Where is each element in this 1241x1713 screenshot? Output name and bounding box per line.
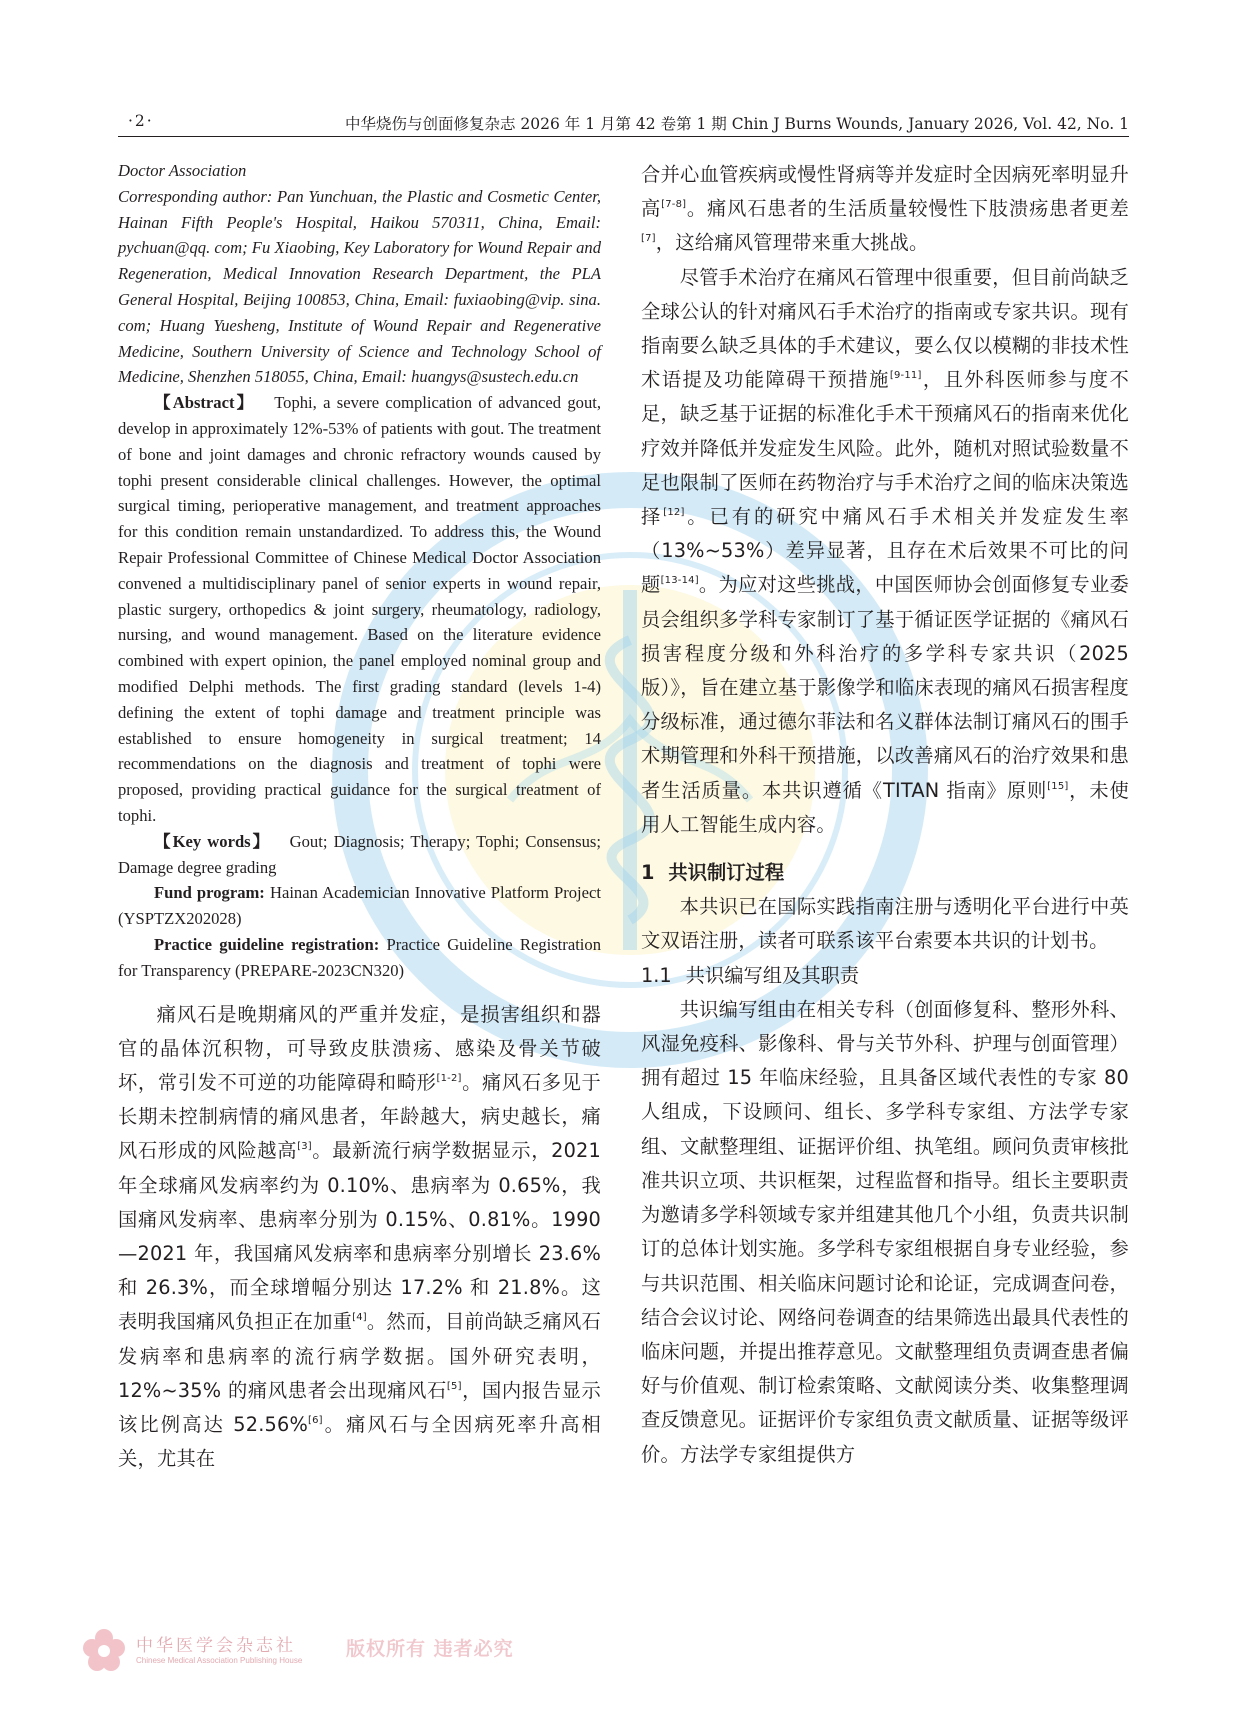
section-heading: 1 共识制订过程	[641, 861, 785, 885]
section-paragraph: 本共识已在国际实践指南注册与透明化平台进行中英文双语注册，读者可联系该平台索要本共识的计划书。	[641, 895, 1129, 953]
copyright-slogan: 版权所有 违者必究	[346, 1638, 514, 1660]
fund-text: Hainan Academician Innovative Platform Project (YSPTZX202028)	[118, 883, 601, 929]
journal-citation-line: 中华烧伤与创面修复杂志 2026 年 1 月第 42 卷第 1 期 Chin J Burns Wounds, January 2026, Vol. 42, No. 1	[344, 115, 1129, 133]
fund-label: Fund program:	[154, 883, 265, 903]
fund-paragraph	[118, 880, 601, 932]
citation-ref: [6]	[307, 1414, 323, 1426]
registration-text: Practice Guideline Registration for Transparency (PREPARE-2023CN320)	[118, 934, 602, 980]
left-column	[118, 158, 601, 1476]
intro-paragraph: 痛风石是晚期痛风的严重并发症，是损害组织和器官的晶体沉积物，可导致皮肤溃疡、感染及骨关节破坏，常引发不可逆的功能障碍和畸形[1-2]。痛风石多见于长期未控制病情的痛风患者，年龄越大，病史越长，痛风石形成的风险越高[3]。最新流行病学数据显示，2021 年全球痛风发病率约为 0.10%、患病率为 0.65%，我国痛风发病率、患病率分别为 0.15%、0.81%。1990—2021 年，我国痛风发病率和患病率分别增长 23.6% 和 26.3%，而全球增幅分别达 17.2% 和 21.8%。这表明我国痛风负担正在加重[4]。然而，目前尚缺乏痛风石发病率和患病率的流行病学数据。国外研究表明，12%~35% 的痛风患者会出现痛风石[5]，国内报告显示该比例高达 52.56%[6]。痛风石与全因病死率升高相关，尤其在	[118, 1002, 602, 1471]
citation-ref: [5]	[446, 1380, 462, 1392]
citation-ref: [13-14]	[660, 575, 699, 587]
citation-ref: [4]	[352, 1312, 367, 1324]
citation-ref: [15]	[1047, 780, 1069, 792]
registration-paragraph	[118, 932, 601, 984]
right-column	[641, 158, 1129, 1472]
subsection-heading: 1.1 共识编写组及其职责	[641, 963, 860, 987]
subsection-paragraph: 共识编写组由在相关专科（创面修复科、整形外科、风湿免疫科、影像科、骨与关节外科、护理与创面管理）拥有超过 15 年临床经验，且具备区域代表性的专家 80 人组成，下设顾问、组长、多学科专家组、方法学专家组、文献整理组、证据评价组、执笔组。顾问负责审核批准共识立项、共识框架，过程监督和指导。组长主要职责为邀请多学科领域专家并组建其他几个小组，负责共识制订的总体计划实施。多学科专家组根据自身专业经验，参与共识范围、相关临床问题讨论和论证，完成调查问卷，结合会议讨论、网络问卷调查的结果筛选出最具代表性的临床问题，并提出推荐意见。文献整理组负责调查患者偏好与价值观、制订检索策略、文献阅读分类、收集整理调查反馈意见。证据评价专家组负责文献质量、证据等级评价。方法学专家组提供方	[641, 997, 1129, 1466]
citation-ref: [9-11]	[889, 370, 922, 382]
publisher-name-cn: 中华医学会杂志社	[136, 1636, 296, 1656]
abstract-label: 【Abstract】	[154, 393, 256, 413]
keywords-paragraph	[118, 829, 601, 881]
corresponding-author: Corresponding author: Pan Yunchuan, the Plastic and Cosmetic Center, Hainan Fifth People's Hospital, Haikou 570311, China, Email: pychuan@qq. com; Fu Xiaobing, Key Laboratory for Wound Repair and Regeneration, Medical Innovation Research Department, the PLA General Hospital, Beijing 100853, China, Email: fuxiaobing@vip. sina. com; Huang Yuesheng, Institute of Wound Repair and Regenerative Medicine, Southern University of Science and Technology School of Medicine, Shenzhen 518055, China, Email: huangys@sustech.edu.cn	[118, 186, 601, 387]
keywords-text: Gout; Diagnosis; Therapy; Tophi; Consensus; Damage degree grading	[118, 831, 601, 877]
keywords-label: 【Key words】	[154, 831, 272, 851]
abstract-text: Tophi, a severe complication of advanced gout, develop in approximately 12%-53% of patients with gout. The treatment of bone and joint damages and chronic refractory wounds caused by tophi present considerable clinical challenges. However, the optimal surgical timing, perioperative management, and treatment approaches for this condition remain unstandardized. To address this, the Wound Repair Professional Committee of Chinese Medical Doctor Association convened a multidisciplinary panel of senior experts in wound repair, plastic surgery, orthopedics & joint surgery, rheumatology, radiology, nursing, and wound management. Based on the literature evidence combined with expert opinion, the panel employed nominal group and modified Delphi methods. The first grading standard (levels 1-4) defining the extent of tophi damage and treatment principle was established to ensure homogeneity in surgical treatment; 14 recommendations on the diagnosis and treatment of tophi were proposed, providing practical guidance for the surgical treatment of tophi.	[118, 393, 601, 825]
registration-label: Practice guideline registration:	[154, 934, 380, 954]
citation-ref: [12]	[663, 507, 685, 519]
citation-ref: [7]	[641, 233, 656, 245]
citation-ref: [3]	[297, 1141, 312, 1153]
page-number: ·2·	[128, 112, 154, 130]
affiliation-tail: Doctor Association	[118, 161, 247, 180]
publisher-name-en: Chinese Medical Association Publishing House	[136, 1656, 303, 1665]
running-header	[118, 108, 1129, 137]
abstract-paragraph	[118, 390, 601, 829]
body-paragraph: 尽管手术治疗在痛风石管理中很重要，但目前尚缺乏全球公认的针对痛风石手术治疗的指南或专家共识。现有指南要么缺乏具体的手术建议，要么仅以模糊的非技术性术语提及功能障碍干预措施[9-11]，且外科医师参与度不足，缺乏基于证据的标准化手术干预痛风石的指南来优化疗效并降低并发症发生风险。此外，随机对照试验数量不足也限制了医师在药物治疗与手术治疗之间的临床决策选择[12]。已有的研究中痛风石手术相关并发症发生率（13%~53%）差异显著，且存在术后效果不可比的问题[13-14]。为应对这些挑战，中国医师协会创面修复专业委员会组织多学科专家制订了基于循证医学证据的《痛风石损害程度分级和外科治疗的多学科专家共识（2025 版）》，旨在建立基于影像学和临床表现的痛风石损害程度分级标准，通过德尔菲法和名义群体法制订痛风石的围手术期管理和外科干预措施，以改善痛风石的治疗效果和患者生活质量。本共识遵循《TITAN 指南》原则[15]，未使用人工智能生成内容。	[641, 265, 1130, 836]
citation-ref: [7-8]	[661, 199, 687, 211]
publisher-flower-icon	[80, 1628, 128, 1672]
citation-ref: [1-2]	[436, 1072, 462, 1084]
publisher-watermark	[80, 1628, 540, 1672]
body-paragraph: 合并心血管疾病或慢性肾病等并发症时全因病死率明显升高[7-8]。痛风石患者的生活质量较慢性下肢溃疡患者更差[7]，这给痛风管理带来重大挑战。	[641, 163, 1129, 255]
